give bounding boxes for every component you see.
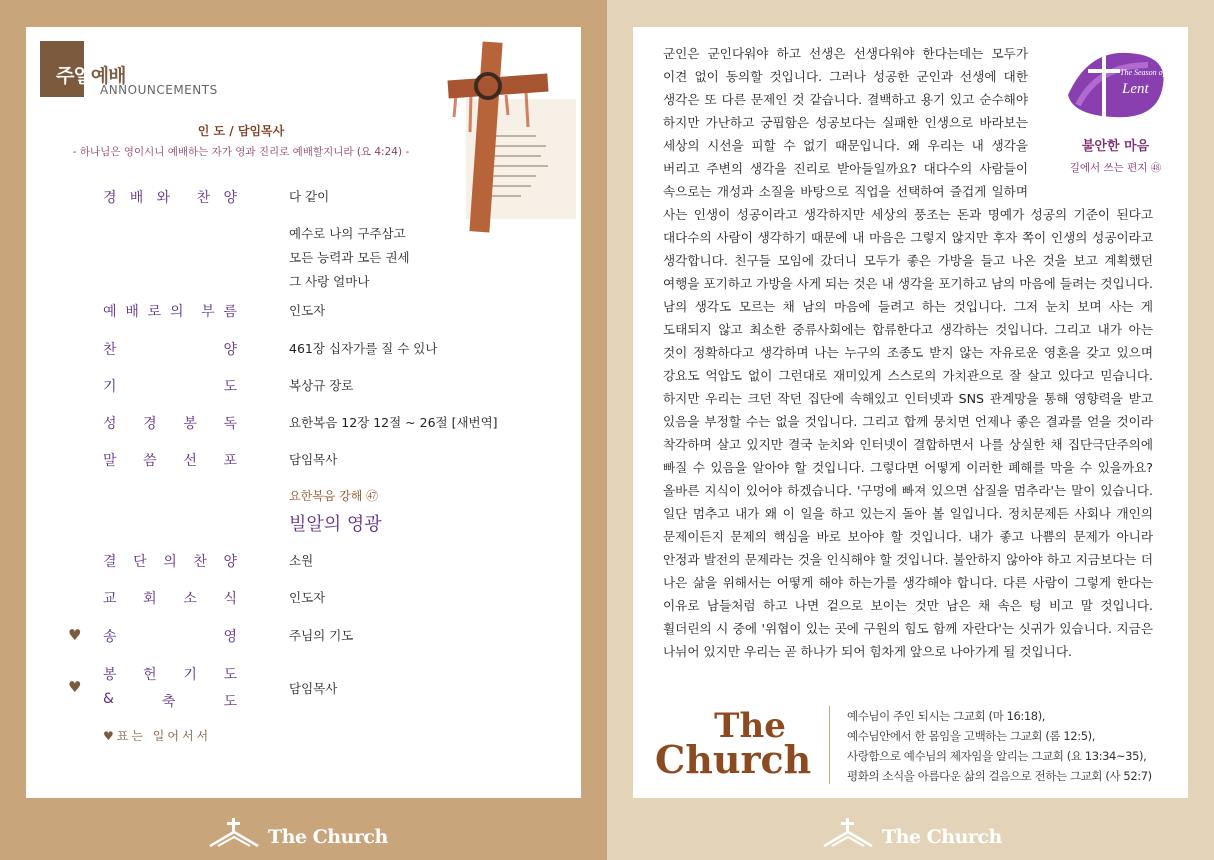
sermon-title: 빌알의 영광: [289, 514, 382, 535]
order-row: [103, 551, 503, 575]
order-value: 소원: [289, 553, 314, 568]
footer-text: The Church: [882, 826, 1002, 848]
lent-subtitle: 길에서 쓰는 편지 ㊽: [1069, 162, 1162, 174]
footer-logo-right: [822, 808, 1002, 848]
leader-line: 인 도 / 담임목사: [197, 124, 285, 138]
hymn-item: 모든 능력과 모든 권세: [289, 250, 410, 265]
footer-logo-left: [208, 808, 388, 848]
order-value: 인도자: [289, 590, 326, 605]
heart-icon: ♥: [68, 678, 82, 696]
order-value: 인도자: [289, 303, 326, 318]
order-row: [103, 301, 503, 325]
order-value: 담임목사: [289, 452, 338, 467]
order-row: [103, 187, 503, 211]
column-page: [633, 27, 1188, 798]
heart-icon: ♥: [68, 626, 82, 644]
hymn-item: 그 사랑 얼마나: [289, 274, 370, 289]
order-row: [103, 626, 503, 650]
stand-note: ♥표는 일어서서: [103, 729, 212, 743]
order-row: [103, 413, 503, 437]
lent-title: 불안한 마음: [1081, 139, 1150, 154]
announcements-page: [26, 27, 581, 798]
order-value: 담임목사: [289, 681, 338, 696]
order-label: 교 회 소 식: [103, 591, 237, 607]
page-subtitle: ANNOUNCEMENTS: [100, 83, 218, 97]
order-row: [103, 339, 503, 363]
church-cross-icon: [822, 818, 874, 848]
hymn-list: [289, 222, 410, 294]
lent-art-text1: The Season of: [1120, 68, 1165, 77]
logo-line2: Church: [655, 737, 812, 783]
logo-line1: The: [714, 706, 786, 746]
order-row: [103, 376, 503, 400]
mission-line: 예수님안에서 한 몸임을 고백하는 그교회 (롬 12:5),: [847, 729, 1095, 743]
mission-line: 예수님이 주인 되시는 그교회 (마 16:18),: [847, 709, 1046, 723]
order-label: & 축 도: [103, 691, 237, 710]
mission-line: 평화의 소식을 아름다운 삶의 걸음으로 전하는 그교회 (사 52:7): [847, 769, 1152, 783]
order-label: 송 영: [103, 629, 237, 645]
title-part1: 주일: [56, 65, 91, 87]
order-label: 기 도: [103, 379, 237, 395]
order-value: 주님의 기도: [289, 628, 354, 643]
order-row: [103, 450, 503, 474]
lent-art-text2: Lent: [1122, 81, 1149, 97]
order-label: 말 씀 선 포: [103, 453, 237, 469]
order-label: 경 배 와 찬 양: [103, 190, 237, 206]
order-value: 461장 십자가를 질 수 있나: [289, 341, 438, 356]
order-value: 다 같이: [289, 189, 330, 204]
theme-verse: - 하나님은 영이시니 예배하는 자가 영과 진리로 예배할지니라 (요 4:24) -: [72, 146, 410, 158]
order-label: 찬 양: [103, 342, 237, 358]
order-value: 요한복음 12장 12절 ~ 26절 [새번역]: [289, 415, 498, 430]
order-label: 결 단 의 찬 양: [103, 554, 237, 570]
hymn-item: 예수로 나의 구주삼고: [289, 226, 406, 241]
church-cross-icon: [208, 818, 260, 848]
title-part2: 예배: [90, 65, 126, 87]
order-row: [103, 588, 503, 612]
column-text: 군인은 군인다워야 하고 선생은 선생다워야 한다는데는 모두가 이견 없이 동의할 것입니다. 그러나 성공한 군인과 선생에 대한 생각은 또 다른 문제인 것 같습니다. 결백하고 용기 있고 순수해야 하지만 가난하고 궁핍함은 성공보다는 실패한 인생으로 바라보는 세상의 시선을 피할 수 없기 때문입니다. 왜 우리는 내 생각을 버리고 주변의 생각을 진리로 받아들일까요? 대다수의 사람들이 속으로는 개성과 소질을 바탕으로 직업을 선택하여 즐겁게 일하며 사는 인생이 성공이라고 생각하지만 세상의 풍조는 돈과 명예가 성공의 기준이 된다고 대다수의 사람이 생각하기 때문에 내 마음은 그렇지 않지만 후자 쪽이 인생의 성공이라고 생각합니다. 친구들 모임에 갔더니 모두가 좋은 가방을 들고 나온 것을 보고 계획했던 여행을 포기하고 가방을 사게 되는 것은 내 생각을 포기하고 남의 마음에 들려는 것입니다. 남의 생각도 모르는 채 남의 마음에 들려고 하는 것입니다. 그저 눈치 보며 사는 게 도태되지 않고 최소한 중류사회에는 합류한다고 생각하는 것입니다. 그리고 내가 아는 것이 정확하다고 생각하며 나는 누구의 조종도 받지 않는 자유로운 영혼을 갖고 있으며 강요도 억압도 없이 그런대로 재미있게 스스로의 가치관으로 잘 살고 있다고 믿습니다. 하지만 우리는 크던 작던 집단에 속해있고 인터넷과 SNS 관계망을 통해 영향력을 받고 있음을 부정할 수는 없을 것입니다. 그리고 합께 뭉치면 언제나 좋은 결과를 얻을 것이라 착각하며 살고 있지만 결국 눈치와 인터넷이 결합하면서 나를 상실한 채 집단극단주의에 빠질 수 있음을 알아야 할 것입니다. 그렇다면 어떻게 이러한 폐해를 막을 수 있을까요? 올바른 지식이 있어야 하겠습니다. '구멍에 빠져 있으면 삽질을 멈추라'는 말이 있습니다. 일단 멈추고 내가 왜 이 일을 하고 있는지 돌아 볼 일입니다. 정치문제든 사회나 개인의 문제이든지 문제의 핵심을 바로 보아야 할 것입니다. 내가 좋고 나쁨의 문제가 아니라 안정과 발전의 문제라는 것을 인식해야 할 것입니다. 불안하지 않아야 하고 지금보다는 더 나은 삶을 위해서는 어떻게 해야 하는가를 생각해야 합니다. 다른 사람이 그렇게 한다는 이유로 남들처럼 하고 나면 겉으로 보이는 것만 남은 채 속은 텅 비고 말 것입니다. 휠더린의 시 중에 '위협이 있는 곳에 구원의 힘도 함께 자란다'는 싯귀가 있습니다. 지금은 나뉘어 있지만 우리는 곧 하나가 되어 힘차게 앞으로 나아가게 될 것입니다.: [663, 46, 1154, 659]
footer-text: The Church: [268, 826, 388, 848]
order-value: 복상규 장로: [289, 378, 354, 393]
mission-statement: [847, 706, 1152, 786]
order-label: 봉 헌 기 도: [103, 667, 237, 683]
divider: [829, 706, 830, 784]
church-logo: [655, 706, 825, 783]
order-label: 예 배 로 의 부 름: [103, 304, 237, 320]
order-label: 성 경 봉 독: [103, 416, 237, 432]
lent-purple-cross-icon: [1058, 45, 1173, 125]
mission-line: 사랑함으로 예수님의 제자임을 알리는 그교회 (요 13:34~35),: [847, 749, 1147, 763]
sermon-reference: 요한복음 강해 ㊼: [289, 489, 379, 503]
